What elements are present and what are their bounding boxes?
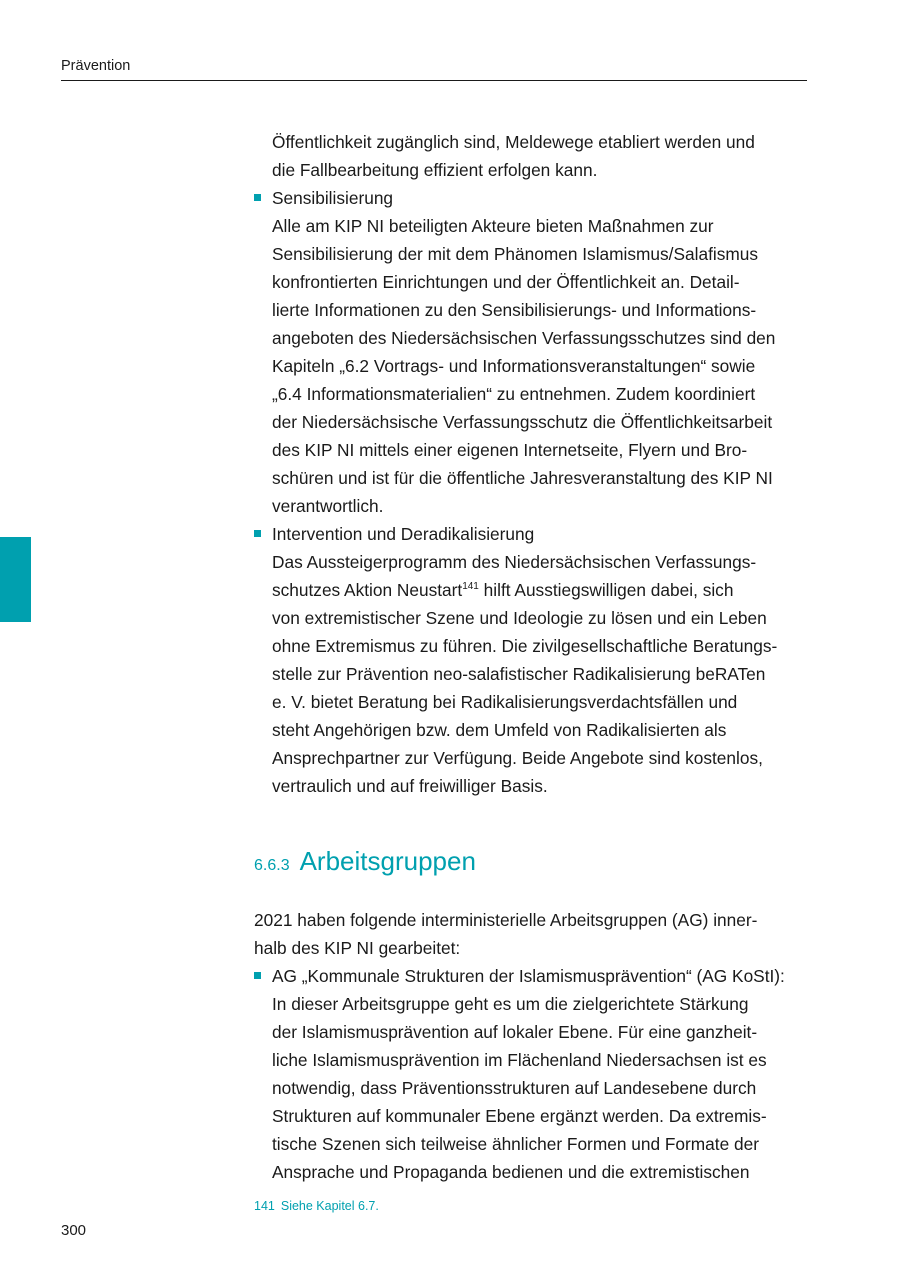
chapter-side-tab <box>0 537 31 622</box>
paragraph-line: von extremistischer Szene und Ideologie zu lösen und ein Leben <box>272 608 767 628</box>
paragraph-line: Kapiteln „6.2 Vortrags- und Informationsveranstaltungen“ sowie <box>272 356 756 376</box>
paragraph-line: Sensibilisierung der mit dem Phänomen Islamismus/Salafismus <box>272 244 758 264</box>
footnote <box>254 1199 379 1213</box>
body-block-bottom <box>254 906 812 1186</box>
intro-line: 2021 haben folgende interministerielle Arbeitsgruppen (AG) inner- <box>254 910 758 930</box>
paragraph-line: lierte Informationen zu den Sensibilisierungs- und Informations- <box>272 300 757 320</box>
paragraph-line: des KIP NI mittels einer eigenen Internetseite, Flyern und Bro- <box>272 440 748 460</box>
section-number: 6.6.3 <box>254 857 290 874</box>
footnote-text: Siehe Kapitel 6.7. <box>280 1199 379 1213</box>
bullet-square-icon <box>254 972 261 979</box>
paragraph-line: stelle zur Prävention neo-salafistischer Radikalisierung beRATen <box>272 664 766 684</box>
body-block-top <box>254 128 812 800</box>
paragraph-line: e. V. bietet Beratung bei Radikalisierungsverdachtsfällen und <box>272 692 738 712</box>
bullet-title: AG „Kommunale Strukturen der Islamismusprävention“ (AG KoStI): <box>272 966 785 986</box>
paragraph-line: tische Szenen sich teilweise ähnlicher Formen und Formate der <box>272 1134 759 1154</box>
bullet-title: Intervention und Deradikalisierung <box>272 524 535 544</box>
paragraph-line: steht Angehörigen bzw. dem Umfeld von Radikalisierten als <box>272 720 727 740</box>
text-segment: hilft Ausstiegswilligen dabei, sich <box>478 580 734 600</box>
paragraph-line: Ansprache und Propaganda bedienen und die extremistischen <box>272 1162 750 1182</box>
page-number: 300 <box>61 1222 87 1239</box>
paragraph-line: „6.4 Informationsmaterialien“ zu entnehmen. Zudem koordiniert <box>272 384 756 404</box>
bullet-item-sensibilisierung <box>254 184 812 212</box>
footnote-number: 141 <box>254 1199 275 1213</box>
paragraph-line: angeboten des Niedersächsischen Verfassungsschutzes sind den <box>272 328 776 348</box>
paragraph-line-with-footnote <box>254 576 812 604</box>
paragraph-line: der Islamismusprävention auf lokaler Ebene. Für eine ganzheit- <box>272 1022 758 1042</box>
running-head: Prävention <box>61 58 131 74</box>
paragraph-line: vertraulich und auf freiwilliger Basis. <box>272 776 548 796</box>
bullet-item-intervention <box>254 520 812 548</box>
paragraph-line: ohne Extremismus zu führen. Die zivilgesellschaftliche Beratungs- <box>272 636 778 656</box>
paragraph-line: notwendig, dass Präventionsstrukturen auf Landesebene durch <box>272 1078 757 1098</box>
section-heading <box>254 846 476 877</box>
intro-line: halb des KIP NI gearbeitet: <box>254 938 461 958</box>
bullet-item-ag-kosti <box>254 962 812 990</box>
bullet-title: Sensibilisierung <box>272 188 394 208</box>
header-rule <box>61 80 807 81</box>
footnote-reference[interactable]: 141 <box>462 581 479 593</box>
paragraph-line: Das Aussteigerprogramm des Niedersächsischen Verfassungs- <box>272 552 757 572</box>
paragraph-line: konfrontierten Einrichtungen und der Öffentlichkeit an. Detail- <box>272 272 740 292</box>
text-segment: schutzes Aktion Neustart <box>272 580 463 600</box>
bullet-square-icon <box>254 194 261 201</box>
paragraph-line: verantwortlich. <box>272 496 384 516</box>
paragraph-line: der Niedersächsische Verfassungsschutz die Öffentlichkeitsarbeit <box>272 412 773 432</box>
paragraph-line: Ansprechpartner zur Verfügung. Beide Angebote sind kostenlos, <box>272 748 763 768</box>
continuation-line: die Fallbearbeitung effizient erfolgen kann. <box>272 160 598 180</box>
paragraph-line: In dieser Arbeitsgruppe geht es um die zielgerichtete Stärkung <box>272 994 749 1014</box>
section-title: Arbeitsgruppen <box>299 846 476 876</box>
paragraph-line: liche Islamismusprävention im Flächenland Niedersachsen ist es <box>272 1050 767 1070</box>
continuation-line: Öffentlichkeit zugänglich sind, Meldewege etabliert werden und <box>272 132 755 152</box>
paragraph-line: schüren und ist für die öffentliche Jahresveranstaltung des KIP NI <box>272 468 773 488</box>
paragraph-line: Alle am KIP NI beteiligten Akteure bieten Maßnahmen zur <box>272 216 714 236</box>
paragraph-line: Strukturen auf kommunaler Ebene ergänzt werden. Da extremis- <box>272 1106 767 1126</box>
bullet-square-icon <box>254 530 261 537</box>
